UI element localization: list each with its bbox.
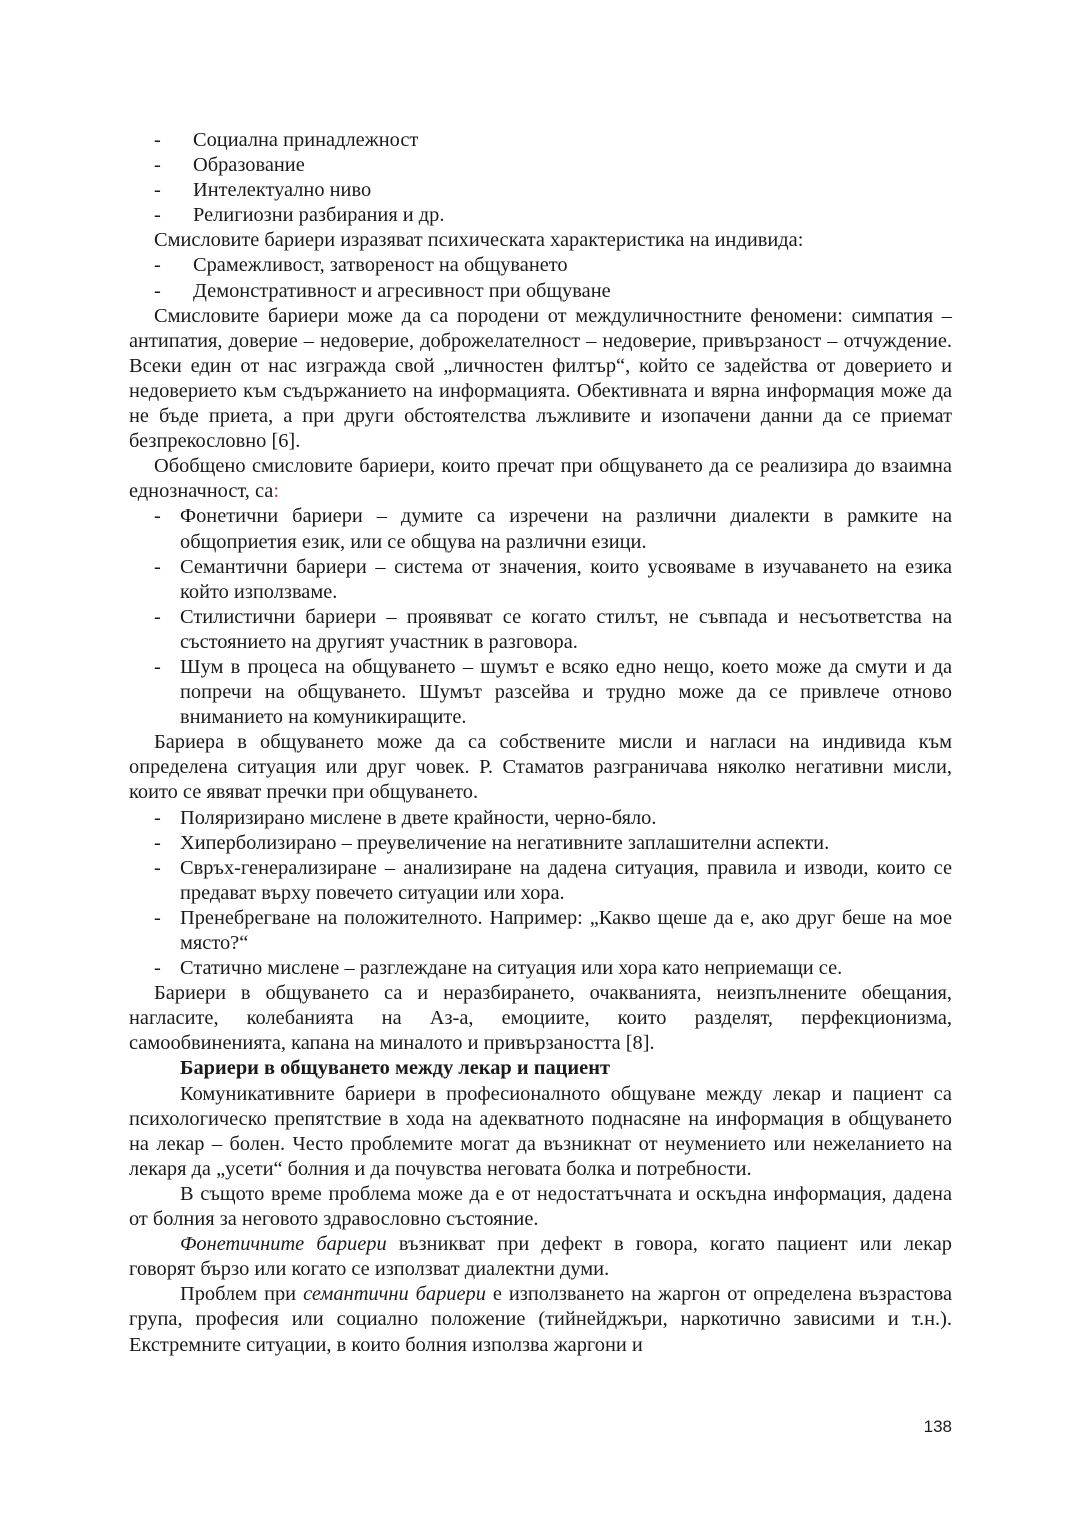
negative-thoughts-list [129, 806, 952, 982]
list-dash: - [154, 505, 161, 528]
list-item: - Статично мислене – разглеждане на ситуация или хора като неприемащи се. [129, 956, 952, 981]
list-dash: - [154, 555, 161, 578]
list-dash: - [154, 806, 161, 829]
paragraph-semantic-problem: Проблем при семантични бариери е използването на жаргон от определена възрастова група, професия или социално положение (тийнейджъри, наркотично зависими и т.н.). Екстремните ситуации, в които болния използва жаргони и [129, 1283, 952, 1356]
paragraph-interpersonal: Смисловите бариери може да са породени от междуличностните феномени: симпатия – антипатия, доверие – недоверие, доброжелателност – недоверие, привързаност – отчуждение. Всеки един от нас изгражда свой „личностен филтър“, който се задейства от доверието и недоверието към съдържанието на информацията. Обективната и вярна информация може да не бъде приета, а при други обстоятелства лъжливите и изопачени данни да се приемат безпрекословно [6]. [129, 304, 952, 453]
list-item: - Социална принадлежност [129, 128, 952, 153]
list-item: - Поляризирано мислене в двете крайности, черно-бяло. [129, 806, 952, 831]
list-item: - Срамежливост, затвореност на общуването [129, 253, 952, 278]
list-dash: - [154, 179, 161, 202]
list-item: - Образование [129, 153, 952, 178]
paragraph-phonetic: Фонетичните бариери възникват при дефект в говора, когато пациент или лекар говорят бързо или когато се използват диалектни думи. [129, 1233, 952, 1281]
paragraph-semantic-intro: Смисловите бариери изразяват психическата характеристика на индивида: [154, 229, 804, 252]
psych-traits-list [129, 253, 952, 303]
section-heading: Бариери в общуването между лекар и пациент [180, 1057, 610, 1080]
list-item: - Семантични бариери – система от значения, които усвояваме в изучаването на езика който използваме. [154, 555, 952, 603]
list-item: - Свръх-генерализиране – анализиране на дадена ситуация, правила и изводи, които се предават върху повечето ситуации или хора. [154, 856, 952, 904]
list-dash: - [154, 856, 161, 879]
paragraph-misunderstanding: Бариери в общуването са и неразбирането, очакванията, неизпълнените обещания, нагласите, колебанията на Аз-а, емоциите, които разделят, перфекционизма, самообвиненията, капана на миналото и привързаността [8]. [129, 982, 952, 1055]
barrier-types-list [129, 504, 952, 730]
list-item: - Стилистични бариери – проявяват се когато стилът, не съвпада и несъответства на състоянието на другият участник в разговора. [154, 605, 952, 653]
paragraph-thoughts: Бариера в общуването може да са собствените мисли и нагласи на индивида към определена ситуация или друг човек. Р. Стаматов разграничава няколко негативни мисли, които се явяват пречки при общуването. [129, 731, 952, 804]
paragraph-summary: Обобщено смисловите бариери, които пречат при общуването да се реализира до взаимна еднозначност, са: [129, 455, 952, 503]
list-dash: - [154, 254, 161, 277]
list-item: - Интелектуално ниво [129, 178, 952, 203]
list-item: - Хиперболизирано – преувеличение на негативните заплашителни аспекти. [129, 831, 952, 856]
list-dash: - [154, 204, 161, 227]
list-dash: - [154, 154, 161, 177]
social-factors-list [129, 128, 952, 228]
paragraph-same-time: В същото време проблема може да е от недостатъчната и оскъдна информация, дадена от болния за неговото здравословно състояние. [129, 1182, 952, 1231]
term-phonetic: Фонетичните бариери [180, 1233, 387, 1256]
list-item: - Демонстративност и агресивност при общуване [129, 279, 952, 304]
list-dash: - [154, 129, 161, 151]
paragraph-communicative: Комуникативните бариери в професионалното общуване между лекар и пациент са психологическо препятствие в хода на адекватното поднасяне на информация в общуването на лекар – болен. Често проблемите могат да възникнат от неумението или нежеланието на лекаря да „усети“ болния и да почувства неговата болка и потребности. [129, 1082, 952, 1180]
list-dash: - [154, 831, 161, 854]
list-item: - Религиозни разбирания и др. [129, 203, 952, 228]
list-dash: - [154, 279, 161, 302]
list-item: - Фонетични бариери – думите са изречени на различни диалекти в рамките на общоприетия език, или се общува на различни езици. [154, 505, 952, 553]
term-semantic: семантични бариери [303, 1283, 486, 1306]
list-dash: - [154, 906, 161, 929]
list-item: - Пренебрегване на положителното. Например: „Какво щеше да е, ако друг беше на мое място?“ [154, 906, 952, 954]
list-dash: - [154, 605, 161, 628]
page-number: 138 [923, 1417, 952, 1436]
list-item: - Шум в процеса на общуването – шумът е всяко едно нещо, което може да смути и да попречи на общуването. Шумът разсейва и трудно може да се привлече отново вниманието на комуникиращите. [154, 655, 952, 729]
list-dash: - [154, 655, 161, 678]
page-body [129, 128, 952, 1358]
list-dash: - [154, 957, 161, 980]
